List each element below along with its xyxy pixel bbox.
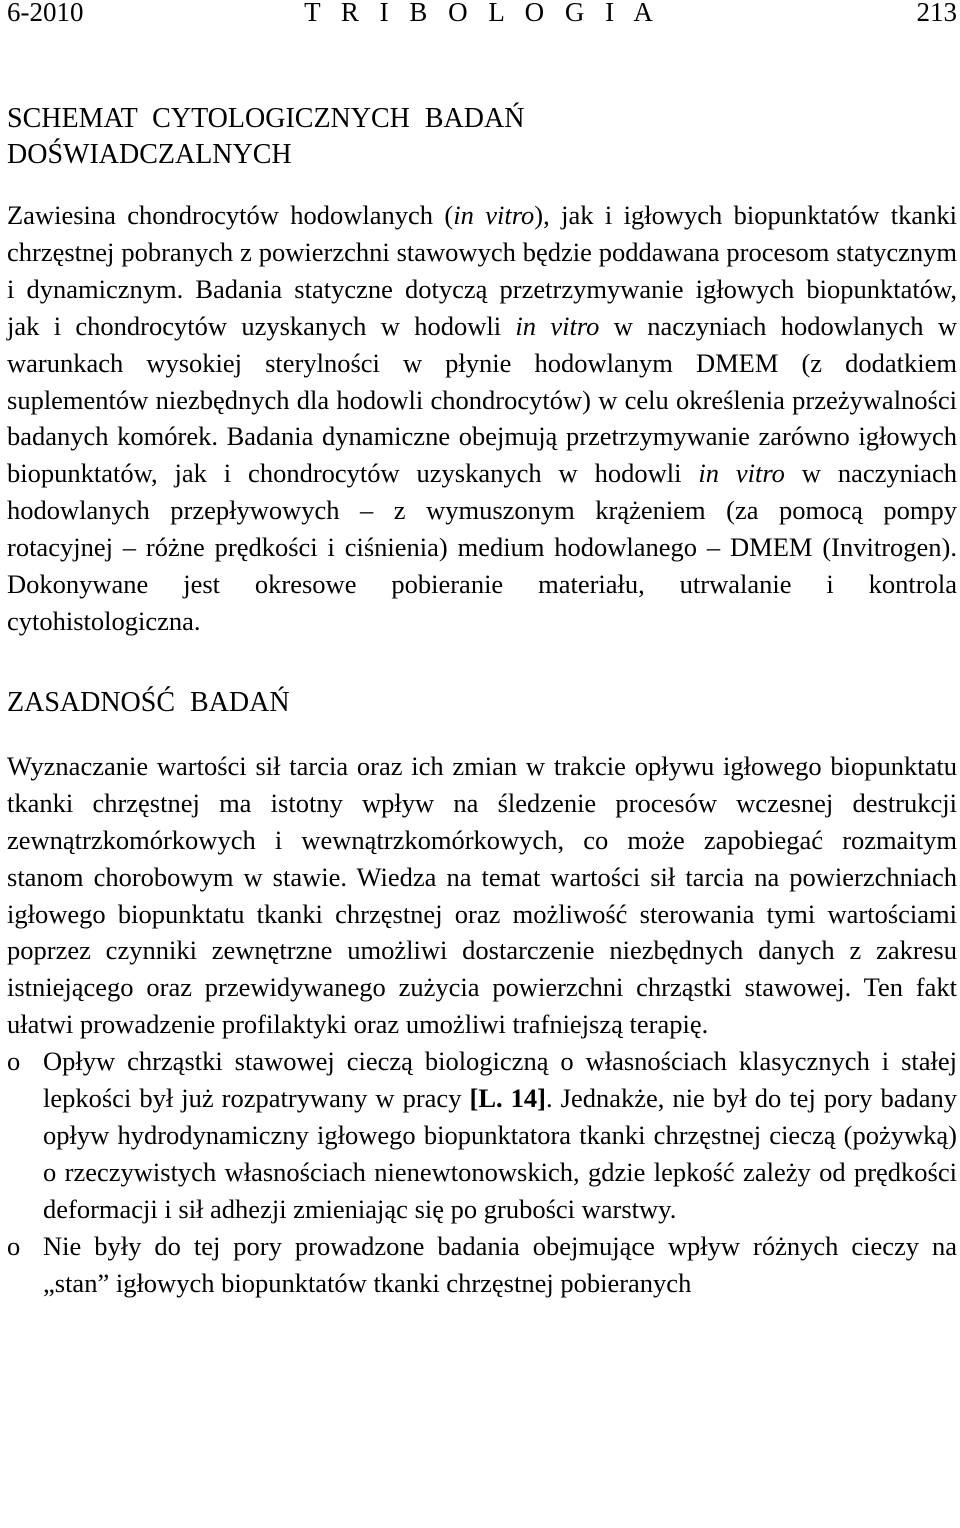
text-run: ), jak i igłowych biopunktatów tkanki chrzęstnej pobranych z powierzchni stawowych będzie poddawana procesom statycznym i dynamicznym. Badania statyczne dotyczą przetrzymywanie igłowych biopunktatów, jak i chondrocytów uzyskanych w hodowli bbox=[7, 200, 957, 341]
page-number: 213 bbox=[916, 0, 957, 27]
text-run: Nie były do tej pory prowadzone badania obejmujące wpływ różnych cieczy na „stan” igłowych biopunktatów tkanki chrzęstnej pobieranych bbox=[43, 1230, 957, 1298]
document-page bbox=[7, 0, 957, 1301]
issue-number: 6-2010 bbox=[7, 0, 84, 27]
paragraph-zasadnosc: Wyznaczanie wartości sił tarcia oraz ich zmian w trakcie opływu igłowego biopunktatu tkanki chrzęstnej ma istotny wpływ na śledzenie procesów wczesnej destrukcji zewnątrzkomórkowych i wewnątrzkomórkowych, co może zapobiegać rozmaitym stanom chorobowym w stawie. Wiedza na temat wartości sił tarcia na powierzchniach igłowego biopunktatu tkanki chrzęstnej oraz możliwość sterowania tymi wartościami poprzez czynniki zewnętrzne umożliwi dostarczenie niezbędnych danych z zakresu istniejącego oraz przewidywanego zużycia powierzchni chrząstki stawowej. Ten fakt ułatwi prowadzenie profilaktyki oraz umożliwi trafniejszą terapię. bbox=[7, 750, 957, 1040]
text-run: Opływ chrząstki stawowej cieczą biologiczną o własnościach klasycznych i stałej lepkości był już rozpatrywany w pracy bbox=[43, 1046, 957, 1114]
running-header bbox=[7, 0, 957, 29]
text-run: Zawiesina chondrocytów hodowlanych ( bbox=[7, 200, 454, 230]
bullet-marker: o bbox=[7, 1230, 21, 1261]
italic-term: in vitro bbox=[453, 200, 535, 230]
list-item bbox=[7, 1043, 957, 1228]
text-run: . Jednakże, nie był do tej pory badany opływ hydrodynamiczny igłowego biopunktatora tkanki chrzęstnej cieczą (pożywką) o rzeczywistych własnościach nienewtonowskich, gdzie lepkość zależy od prędkości deformacji i sił adhezji zmieniając się po grubości warstwy. bbox=[43, 1083, 957, 1224]
bullet-marker: o bbox=[7, 1046, 21, 1077]
italic-term: in vitro bbox=[698, 458, 785, 489]
citation-reference: [L. 14] bbox=[469, 1083, 546, 1114]
text-run: w naczyniach hodowlanych w warunkach wysokiej sterylności w płynie hodowlanym DMEM (z dodatkiem suplementów niezbędnych dla hodowli chondrocytów) w celu określenia przeżywalności badanych komórek. Badania dynamiczne obejmują przetrzymywanie zarówno igłowych biopunktatów, jak i chondrocytów uzyskanych w hodowli bbox=[7, 310, 957, 489]
section-heading-schemat bbox=[7, 101, 957, 173]
paragraph-schemat bbox=[7, 197, 957, 640]
text-run: w naczyniach hodowlanych przepływowych – z wymuszonym krążeniem (za pomocą pompy rotacyjnej – różne prędkości i ciśnienia) medium hodowlanego – DMEM (Invitrogen). Dokonywane jest okresowe pobieranie materiału, utrwalanie i kontrola cytohistologiczna. bbox=[7, 458, 958, 636]
section-heading-zasadnosc: ZASADNOŚĆ BADAŃ bbox=[7, 686, 290, 718]
heading-line-2: DOŚWIADCZALNYCH bbox=[7, 139, 292, 170]
italic-term: in vitro bbox=[515, 310, 600, 341]
journal-title: T R I B O L O G I A bbox=[304, 0, 660, 27]
list-item bbox=[7, 1228, 957, 1302]
heading-line-1: SCHEMAT CYTOLOGICZNYCH BADAŃ bbox=[7, 103, 525, 134]
